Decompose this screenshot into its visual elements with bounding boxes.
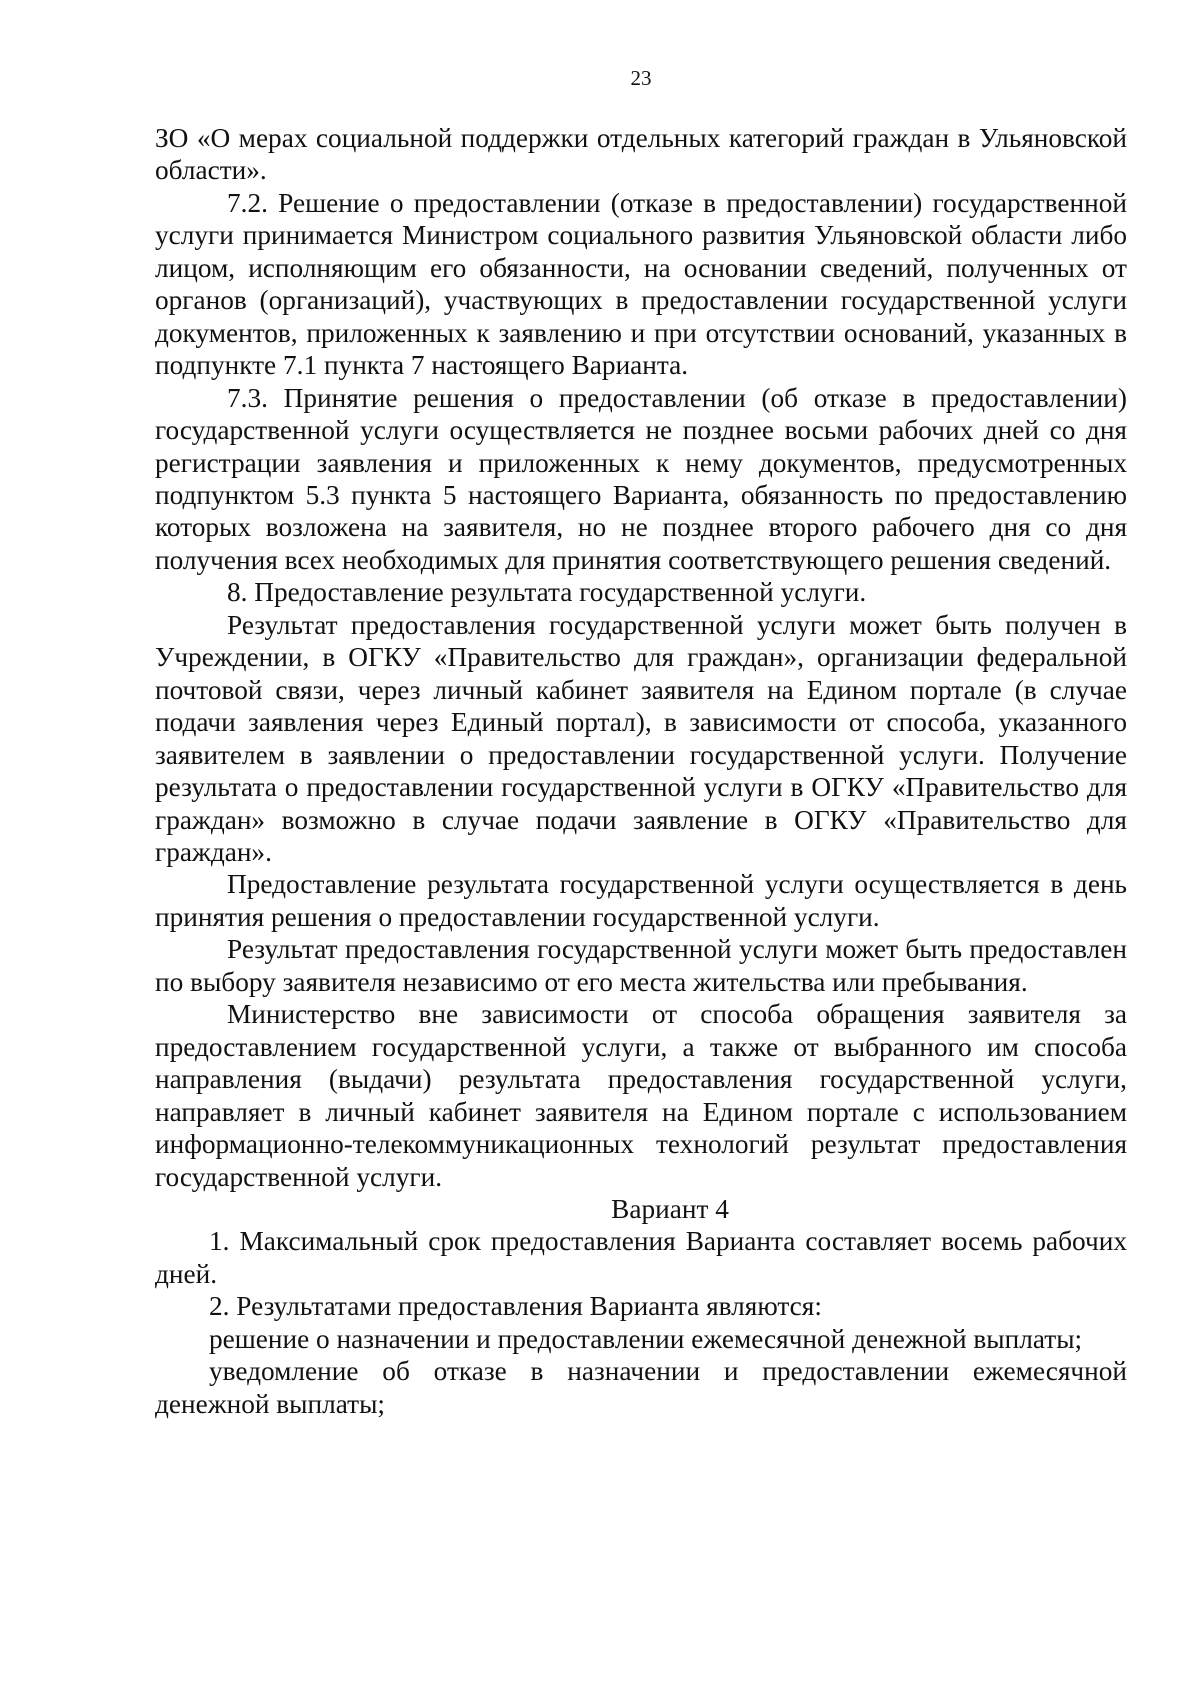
paragraph-ministry-cabinet: Министерство вне зависимости от способа обращения заявителя за предоставлением государственной услуги, а также от выбранного им способа направления (выдачи) результата предоставления государственной услуги, направляет в личный кабинет заявителя на Едином портале с использованием информационно-телекоммуникационных технологий результат предоставления государственной услуги. [155, 999, 1127, 1192]
paragraph-7-3: 7.3. Принятие решения о предоставлении (об отказе в предоставлении) государственной услуги осуществляется не позднее восьми рабочих дней со дня регистрации заявления и приложенных к нему документов, предусмотренных подпунктом 5.3 пункта 5 настоящего Варианта, обязанность по предоставлению которых возложена на заявителя, но не позднее второго рабочего дня со дня получения всех необходимых для принятия соответствующего решения сведений. [155, 382, 1127, 575]
paragraph-variant-4-item-1: 1. Максимальный срок предоставления Варианта составляет восемь рабочих дней. [155, 1226, 1127, 1289]
section-heading-variant-4: Вариант 4 [611, 1193, 729, 1224]
paragraph-8-heading: 8. Предоставление результата государственной услуги. [227, 577, 867, 608]
paragraph-result-choice: Результат предоставления государственной услуги может быть предоставлен по выбору заявителя независимо от его места жительства или пребывания. [155, 934, 1127, 997]
paragraph-result-refusal: уведомление об отказе в назначении и предоставлении ежемесячной денежной выплаты; [155, 1356, 1127, 1419]
paragraph-result-decision: решение о назначении и предоставлении ежемесячной денежной выплаты; [209, 1323, 1083, 1354]
paragraph-7-2: 7.2. Решение о предоставлении (отказе в предоставлении) государственной услуги принимается Министром социального развития Ульяновской области либо лицом, исполняющим его обязанности, на основании сведений, полученных от органов (организаций), участвующих в предоставлении государственной услуги документов, приложенных к заявлению и при отсутствии оснований, указанных в подпункте 7.1 пункта 7 настоящего Варианта. [155, 187, 1127, 381]
paragraph-result-receipt: Результат предоставления государственной услуги может быть получен в Учреждении, в ОГКУ «Правительство для граждан», организации федеральной почтовой связи, через личный кабинет заявителя на Едином портале (в случае подачи заявления через Единый портал), в зависимости от способа, указанного заявителем в заявлении о предоставлении государственной услуги. Получение результата о предоставлении государственной услуги в ОГКУ «Правительство для граждан» возможно в случае подачи заявление в ОГКУ «Правительство для граждан». [155, 609, 1127, 867]
page-number: 23 [630, 66, 652, 90]
paragraph-result-timing: Предоставление результата государственной услуги осуществляется в день принятия решения о предоставлении государственной услуги. [155, 869, 1127, 932]
document-body [155, 122, 1127, 1420]
paragraph-variant-4-item-2: 2. Результатами предоставления Варианта являются: [209, 1291, 822, 1322]
paragraph-law-title-continuation: ЗО «О мерах социальной поддержки отдельных категорий граждан в Ульяновской области». [155, 123, 1127, 186]
